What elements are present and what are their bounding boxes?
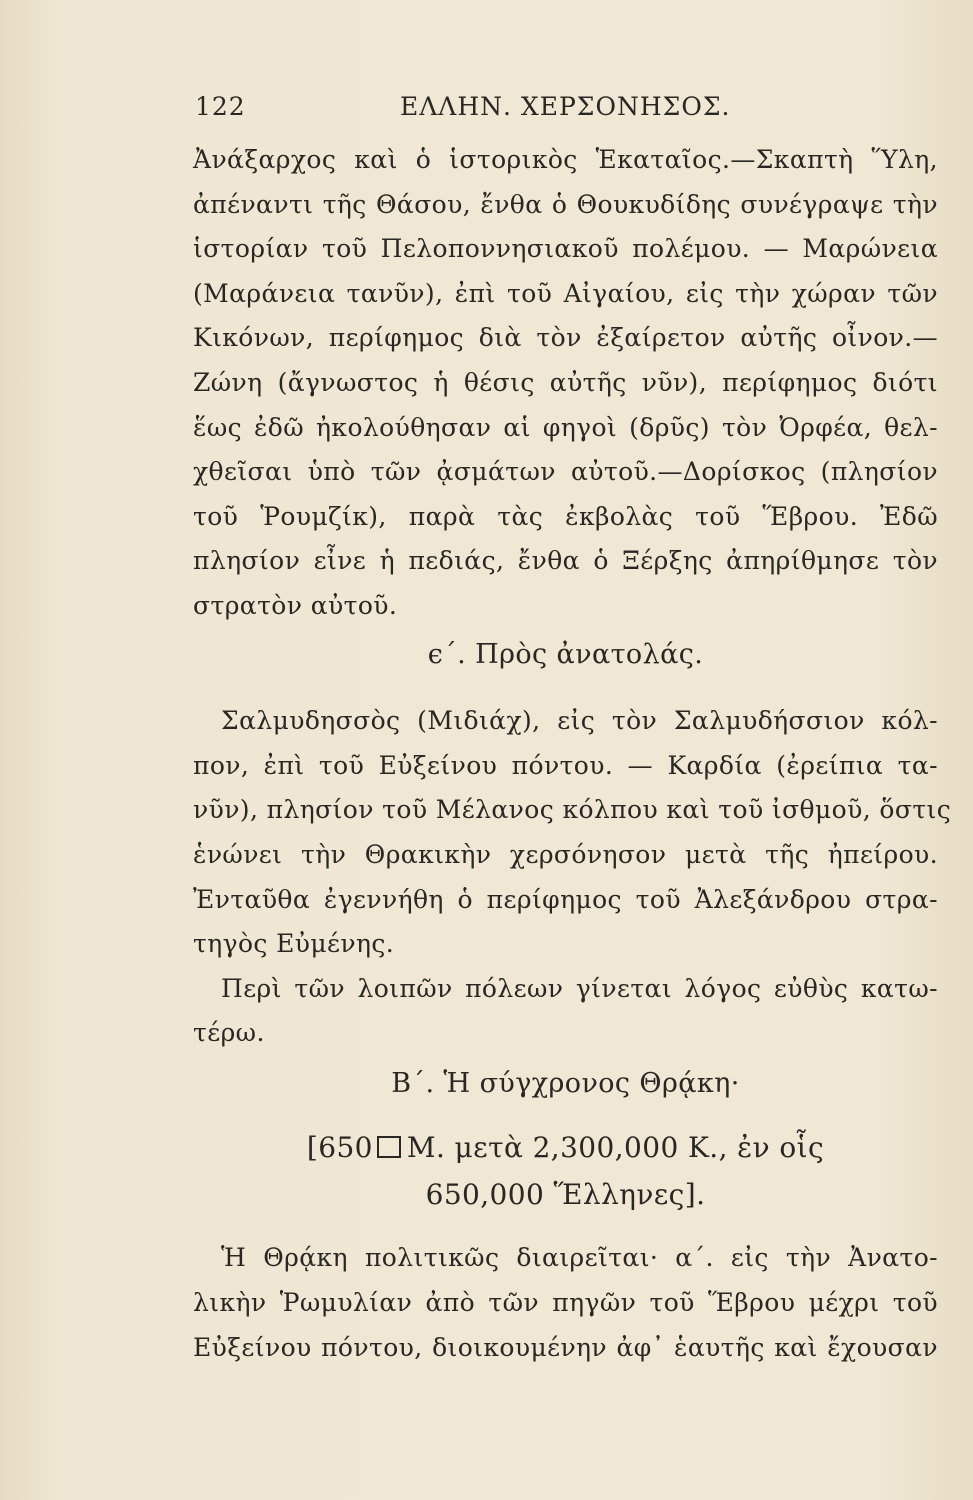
section-heading-modern-thrace: Β΄. Ἡ σύγχρονος Θρᾴκη· <box>391 1067 740 1099</box>
text-line: πον, ἐπὶ τοῦ Εὐξείνου πόντου. — Καρδία (ἐρείπια τα- <box>193 750 938 780</box>
text-line: χθεῖσαι ὑπὸ τῶν ᾀσμάτων αὐτοῦ.—Δορίσκος (πλησίον <box>193 457 938 487</box>
stats-line <box>193 1126 938 1173</box>
text-line: νῦν), πλησίον τοῦ Μέλανος κόλπου καὶ τοῦ ἰσθμοῦ, ὅστις <box>193 795 952 825</box>
text-line: Σαλμυδησσὸς (Μιδιάχ), εἰς τὸν Σαλμυδήσσιον κόλ- <box>221 706 938 736</box>
stats-line: 650,000 Ἕλληνες]. <box>425 1178 706 1212</box>
text-line: πλησίον εἶνε ἡ πεδιάς, ἔνθα ὁ Ξέρξης ἀπηρίθμησε τὸν <box>193 546 938 576</box>
paragraph-other-cities <box>193 967 938 1056</box>
text-line: ἑνώνει τὴν Θρακικὴν χερσόνησον μετὰ τῆς ἠπείρου. <box>193 839 938 869</box>
text-line: Ζώνη (ἄγνωστος ἡ θέσις αὐτῆς νῦν), περίφημος διότι <box>193 367 938 397</box>
paragraph-political-division <box>193 1236 938 1370</box>
text-line: τοῦ Ῥουμζίκ), παρὰ τὰς ἐκβολὰς τοῦ Ἕβρου. Ἐδῶ <box>193 501 938 531</box>
text-line: Περὶ τῶν λοιπῶν πόλεων γίνεται λόγος εὐθὺς κατω- <box>221 973 938 1003</box>
page-body <box>193 138 952 1370</box>
text-line: (Μαράνεια τανῦν), ἐπὶ τοῦ Αἰγαίου, εἰς τὴν χώραν τῶν <box>193 278 938 308</box>
paragraph-ancient-cities-east <box>193 699 952 967</box>
text-line: ἱστορίαν τοῦ Πελοποννησιακοῦ πολέμου. — Μαρώνεια <box>193 234 938 264</box>
page-header <box>195 92 755 132</box>
text-line: Κικόνων, περίφημος διὰ τὸν ἐξαίρετον αὐτῆς οἶνον.— <box>193 323 938 353</box>
area-value: [650 <box>306 1131 373 1165</box>
running-title: ΕΛΛΗΝ. ΧΕΡΣΟΝΗΣΟΣ. <box>400 92 731 121</box>
paragraph-ancient-cities-west <box>193 138 938 629</box>
text-line: Ἡ Θρᾴκη πολιτικῶς διαιρεῖται· α΄. εἰς τὴν Ἀνατο- <box>221 1243 938 1273</box>
text-line: ἀπέναντι τῆς Θάσου, ἔνθα ὁ Θουκυδίδης συνέγραψε τὴν <box>193 189 938 219</box>
square-symbol-icon <box>377 1136 401 1158</box>
population-text: Μ. μετὰ 2,300,000 Κ., ἐν οἷς <box>406 1131 825 1165</box>
text-line: Ἀνάξαρχος καὶ ὁ ἱστορικὸς Ἑκαταῖος.—Σκαπτὴ Ὕλη, <box>193 145 938 174</box>
page-number: 122 <box>195 92 246 121</box>
text-line: τηγὸς Εὐμένης. <box>193 929 395 959</box>
section-heading-east: ϵ΄. Πρὸς ἀνατολάς. <box>427 638 704 670</box>
text-line: λικὴν Ῥωμυλίαν ἀπὸ τῶν πηγῶν τοῦ Ἕβρου μέχρι τοῦ <box>193 1288 938 1318</box>
statistics-block <box>193 1126 938 1220</box>
text-line: Εὐξείνου πόντου, διοικουμένην ἀφ᾽ ἑαυτῆς καὶ ἔχουσαν <box>193 1332 938 1362</box>
text-line: στρατὸν αὐτοῦ. <box>193 590 398 620</box>
text-line: τέρω. <box>193 1018 265 1048</box>
text-line: Ἐνταῦθα ἐγεννήθη ὁ περίφημος τοῦ Ἀλεξάνδρου στρα- <box>193 884 938 914</box>
text-line: ἕως ἐδῶ ἠκολούθησαν αἱ φηγοὶ (δρῦς) τὸν Ὀρφέα, θελ- <box>193 412 938 442</box>
